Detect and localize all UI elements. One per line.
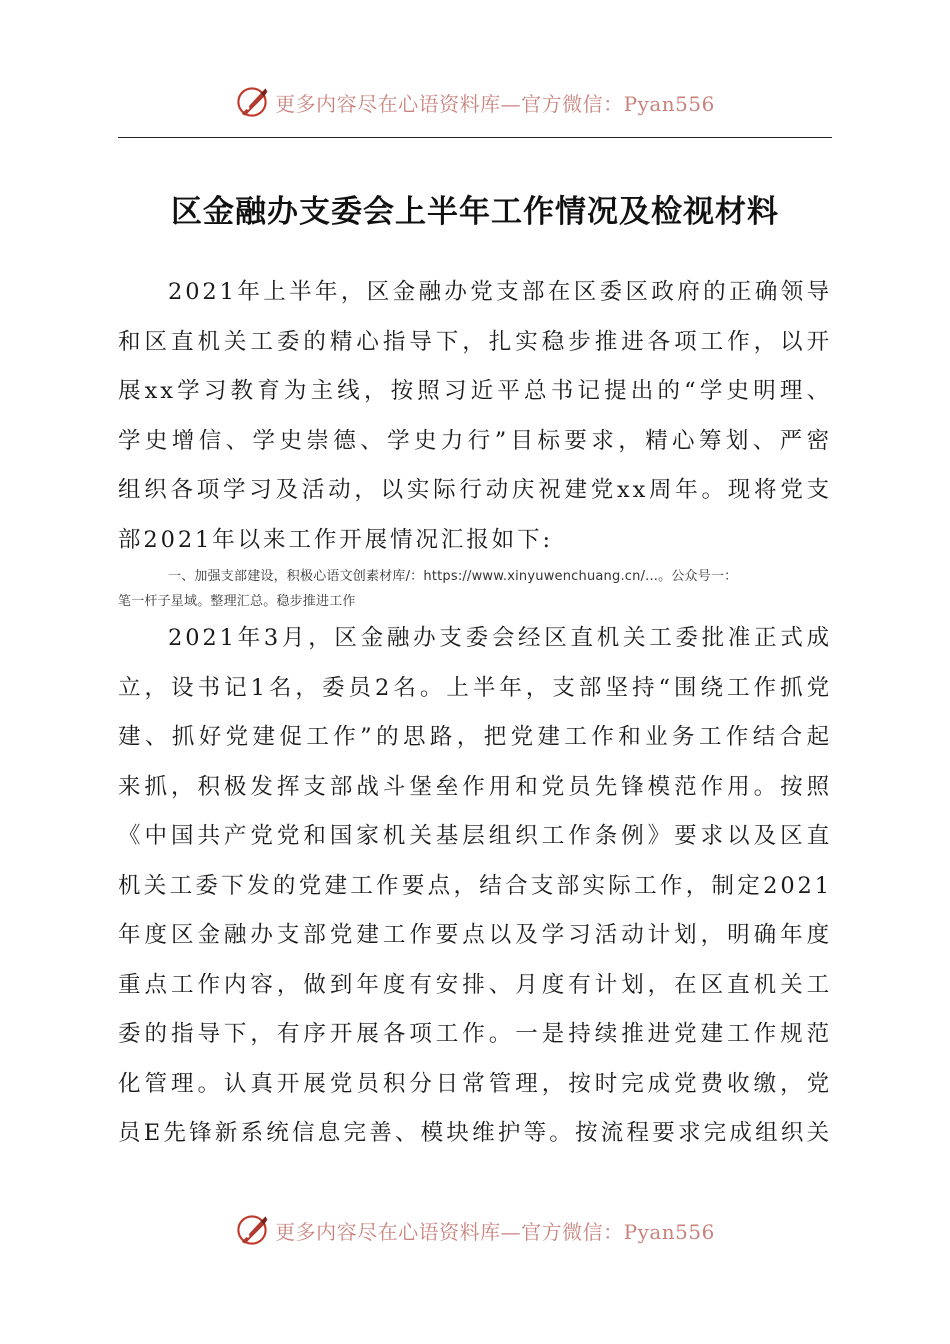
paragraph-branch-building (118, 614, 832, 1159)
footer-banner (0, 1208, 950, 1252)
pen-nib-logo-icon (235, 1213, 269, 1247)
text-line: 委的指导下，有序开展各项工作。一是持续推进党建工作规范 (118, 1021, 832, 1047)
text-line: 部2021年以来工作开展情况汇报如下: (118, 526, 553, 553)
page-title: 区金融办支委会上半年工作情况及检视材料 (171, 194, 779, 230)
text-line: 来抓，积极发挥支部战斗堡垒作用和党员先锋模范作用。按照 (118, 773, 832, 800)
text-line: 立，设书记1名，委员2名。上半年，支部坚持“围绕工作抓党 (118, 674, 832, 701)
text-line: 建、抓好党建促工作”的思路，把党建工作和业务工作结合起 (118, 724, 832, 750)
banner-text: 更多内容尽在心语资料库—官方微信：Pyan556 (275, 91, 715, 116)
text-line: 组织各项学习及活动，以实际行动庆祝建党xx周年。现将党支 (118, 477, 832, 503)
note-line: 一、加强支部建设，积极心语文创素材库/：https://www.xinyuwenchuang.cn/...。公众号一： (168, 569, 738, 584)
header-banner (0, 80, 950, 124)
text-line: 和区直机关工委的精心指导下，扎实稳步推进各项工作，以开 (118, 328, 832, 355)
text-line: 年度区金融办支部党建工作要点以及学习活动计划，明确年度 (118, 922, 832, 948)
text-line: 2021年3月，区金融办支委会经区直机关工委批准正式成 (168, 625, 832, 651)
section-heading-note (118, 564, 832, 614)
header-divider (118, 137, 832, 138)
text-line: 化管理。认真开展党员积分日常管理，按时完成党费收缴，党 (118, 1070, 832, 1097)
text-line: 重点工作内容，做到年度有安排、月度有计划，在区直机关工 (118, 971, 832, 998)
text-line: 2021年上半年，区金融办党支部在区委区政府的正确领导 (168, 279, 832, 305)
pen-nib-logo-icon (235, 85, 269, 119)
text-line: 员E先锋新系统信息完善、模块维护等。按流程要求完成组织关 (118, 1120, 832, 1146)
text-line: 机关工委下发的党建工作要点，结合支部实际工作，制定2021 (118, 872, 832, 899)
text-line: 学史增信、学史崇德、学史力行”目标要求，精心筹划、严密 (118, 427, 832, 454)
text-line: 《中国共产党党和国家机关基层组织工作条例》要求以及区直 (118, 823, 832, 849)
banner-text: 更多内容尽在心语资料库—官方微信：Pyan556 (275, 1219, 715, 1244)
paragraph-intro (118, 268, 832, 565)
note-line: 笔一杆子星域。整理汇总。稳步推进工作 (118, 594, 356, 609)
text-line: 展xx学习教育为主线，按照习近平总书记提出的“学史明理、 (118, 378, 832, 404)
